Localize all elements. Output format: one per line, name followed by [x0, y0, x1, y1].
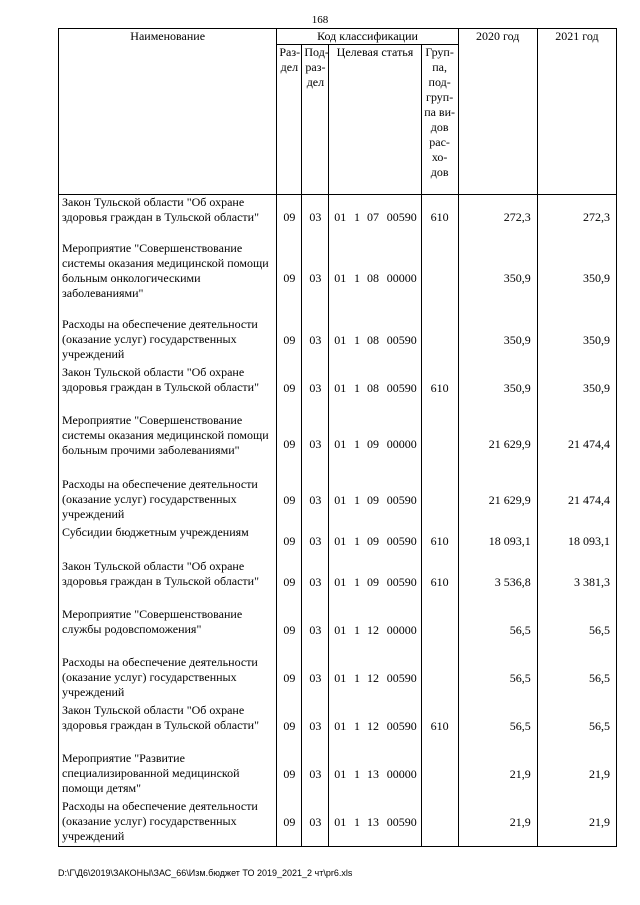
table-header — [59, 29, 617, 195]
row-subsection: 03 — [302, 241, 329, 317]
row-name: Мероприятие "Совершенствование системы оказания медицинской помощи больным онкологическими заболеваниями" — [59, 241, 277, 317]
row-name: Мероприятие "Развитие специализированной медицинской помощи детям" — [59, 751, 277, 799]
table-body — [59, 195, 617, 847]
row-name: Закон Тульской области "Об охране здоровья граждан в Тульской области" — [59, 365, 277, 413]
row-target-event: 13 — [363, 799, 383, 847]
row-subsection: 03 — [302, 195, 329, 241]
row-expense-group — [421, 241, 458, 317]
row-subsection: 03 — [302, 751, 329, 799]
row-target-event: 08 — [366, 271, 379, 285]
row-section: 09 — [277, 703, 302, 751]
row-target-program: 01 — [334, 271, 347, 285]
row-name: Расходы на обеспечение деятельности (оказание услуг) государственных учреждений — [59, 477, 277, 525]
row-target-program: 01 — [334, 575, 347, 589]
row-subsection: 03 — [302, 365, 329, 413]
row-target-subprogram: 1 — [353, 534, 360, 548]
row-section: 09 — [277, 799, 302, 847]
table-row — [59, 525, 617, 559]
row-target-program: 01 — [334, 493, 347, 507]
row-amount-2020: 21 629,9 — [458, 413, 537, 477]
row-expense-group: 610 — [421, 525, 458, 559]
row-subsection: 03 — [302, 607, 329, 655]
row-name: Закон Тульской области "Об охране здоровья граждан в Тульской области" — [59, 195, 277, 241]
row-target-subprogram: 1 — [353, 719, 360, 733]
row-expense-group — [421, 799, 458, 847]
row-target-direction: 00590 — [383, 703, 421, 751]
row-amount-2021: 350,9 — [537, 317, 616, 365]
row-target-subprogram: 1 — [353, 623, 360, 637]
row-expense-group — [421, 477, 458, 525]
row-target-direction: 00590 — [383, 195, 421, 241]
row-target-program: 01 — [334, 437, 347, 451]
row-target-direction: 00590 — [383, 799, 421, 847]
row-target-subprogram: 1 — [353, 381, 360, 395]
row-subsection: 03 — [302, 317, 329, 365]
row-amount-2020: 3 536,8 — [458, 559, 537, 607]
header-name: Наименование — [59, 29, 277, 195]
row-target-direction: 00000 — [383, 241, 421, 317]
row-expense-group: 610 — [421, 559, 458, 607]
row-expense-group — [421, 607, 458, 655]
row-target-direction: 00000 — [383, 751, 421, 799]
row-target-event: 13 — [366, 767, 379, 781]
row-target-program: 01 — [334, 623, 347, 637]
row-amount-2021: 272,3 — [537, 195, 616, 241]
row-target-event: 09 — [366, 437, 379, 451]
row-target-event: 08 — [366, 333, 379, 347]
row-amount-2020: 350,9 — [458, 317, 537, 365]
row-amount-2021: 350,9 — [537, 241, 616, 317]
row-section: 09 — [277, 365, 302, 413]
table-row — [59, 703, 617, 751]
row-name: Мероприятие "Совершенствование системы оказания медицинской помощи больным прочими заболеваниями" — [59, 413, 277, 477]
row-target-event: 12 — [366, 623, 379, 637]
row-target-program: 01 — [334, 210, 347, 225]
row-name: Закон Тульской области "Об охране здоровья граждан в Тульской области" — [59, 703, 277, 751]
header-2021: 2021 год — [537, 29, 616, 195]
row-amount-2020: 56,5 — [458, 607, 537, 655]
row-name: Мероприятие "Совершенствование службы родовспоможения" — [59, 607, 277, 655]
row-name: Субсидии бюджетным учреждениям — [59, 525, 277, 559]
row-target-direction: 00000 — [383, 413, 421, 477]
table-row — [59, 607, 617, 655]
row-expense-group: 610 — [421, 195, 458, 241]
table-row — [59, 751, 617, 799]
row-section: 09 — [277, 477, 302, 525]
row-target-program: 01 — [334, 333, 347, 347]
row-amount-2020: 56,5 — [458, 703, 537, 751]
row-subsection: 03 — [302, 559, 329, 607]
row-amount-2021: 21 474,4 — [537, 477, 616, 525]
row-target-event: 09 — [366, 575, 379, 589]
header-subsection: Под-раз-дел — [302, 45, 329, 195]
row-target-program: 01 — [334, 719, 347, 733]
row-section: 09 — [277, 559, 302, 607]
row-subsection: 03 — [302, 413, 329, 477]
row-amount-2021: 350,9 — [537, 365, 616, 413]
row-amount-2021: 56,5 — [537, 607, 616, 655]
file-path-footer: D:\Г\Д6\2019\ЗАКОНЫ\ЗАС_66\Изм.бюджет ТО 2019_2021_2 чт\pr6.xls — [58, 868, 353, 878]
table-row — [59, 195, 617, 241]
row-target-direction: 00590 — [383, 365, 421, 413]
row-amount-2020: 21,9 — [458, 799, 537, 847]
row-section: 09 — [277, 751, 302, 799]
row-section: 09 — [277, 655, 302, 703]
row-section: 09 — [277, 317, 302, 365]
row-target-subprogram: 1 — [353, 210, 360, 225]
row-subsection: 03 — [302, 799, 329, 847]
row-target-subprogram: 1 — [351, 799, 363, 847]
row-subsection: 03 — [302, 655, 329, 703]
row-section: 09 — [277, 195, 302, 241]
row-target-event: 09 — [366, 493, 379, 507]
table-row — [59, 413, 617, 477]
row-target-subprogram: 1 — [353, 767, 360, 781]
row-target-subprogram: 1 — [353, 671, 360, 685]
row-expense-group — [421, 413, 458, 477]
row-amount-2020: 56,5 — [458, 655, 537, 703]
table-row — [59, 559, 617, 607]
row-target-event: 09 — [366, 534, 379, 548]
row-expense-group — [421, 655, 458, 703]
row-amount-2021: 21,9 — [537, 751, 616, 799]
row-target-subprogram: 1 — [353, 333, 360, 347]
header-group: Груп-па, под-груп-па ви-дов рас-хо-дов — [421, 45, 458, 195]
row-subsection: 03 — [302, 703, 329, 751]
header-target: Целевая статья — [329, 45, 421, 195]
row-section: 09 — [277, 525, 302, 559]
table-row — [59, 241, 617, 317]
row-target-event: 12 — [366, 719, 379, 733]
row-subsection: 03 — [302, 477, 329, 525]
row-name: Расходы на обеспечение деятельности (оказание услуг) государственных учреждений — [59, 655, 277, 703]
row-target-direction: 00590 — [383, 525, 421, 559]
row-expense-group — [421, 751, 458, 799]
row-name: Расходы на обеспечение деятельности (оказание услуг) государственных учреждений — [59, 799, 277, 847]
table-row — [59, 317, 617, 365]
row-target-direction: 00590 — [383, 317, 421, 365]
row-target-subprogram: 1 — [353, 493, 360, 507]
row-amount-2021: 3 381,3 — [537, 559, 616, 607]
row-amount-2020: 21 629,9 — [458, 477, 537, 525]
row-amount-2021: 21,9 — [537, 799, 616, 847]
table-row — [59, 365, 617, 413]
row-name: Расходы на обеспечение деятельности (оказание услуг) государственных учреждений — [59, 317, 277, 365]
header-section: Раз-дел — [277, 45, 302, 195]
row-amount-2021: 21 474,4 — [537, 413, 616, 477]
row-section: 09 — [277, 241, 302, 317]
table-row — [59, 655, 617, 703]
row-expense-group: 610 — [421, 703, 458, 751]
row-amount-2020: 18 093,1 — [458, 525, 537, 559]
row-amount-2020: 272,3 — [458, 195, 537, 241]
row-target-event: 08 — [366, 381, 379, 395]
header-code: Код классификации — [277, 29, 458, 45]
row-target-direction: 00590 — [383, 477, 421, 525]
page-number: 168 — [311, 14, 329, 26]
row-expense-group: 610 — [421, 365, 458, 413]
table-row — [59, 799, 617, 847]
row-target-program: 01 — [334, 767, 347, 781]
row-amount-2021: 18 093,1 — [537, 525, 616, 559]
row-target-event: 12 — [366, 671, 379, 685]
row-target-direction: 00590 — [383, 559, 421, 607]
row-name: Закон Тульской области "Об охране здоровья граждан в Тульской области" — [59, 559, 277, 607]
row-amount-2020: 350,9 — [458, 365, 537, 413]
row-target-program: 01 — [329, 799, 351, 847]
row-amount-2020: 21,9 — [458, 751, 537, 799]
header-2020: 2020 год — [458, 29, 537, 195]
row-section: 09 — [277, 607, 302, 655]
row-target-subprogram: 1 — [353, 437, 360, 451]
row-amount-2021: 56,5 — [537, 703, 616, 751]
row-target-program: 01 — [334, 671, 347, 685]
row-expense-group — [421, 317, 458, 365]
row-target-program: 01 — [334, 534, 347, 548]
row-target-event: 07 — [366, 210, 379, 225]
row-amount-2021: 56,5 — [537, 655, 616, 703]
row-subsection: 03 — [302, 525, 329, 559]
row-target-direction: 00000 — [383, 607, 421, 655]
row-target-subprogram: 1 — [353, 271, 360, 285]
row-target-subprogram: 1 — [353, 575, 360, 589]
row-target-program: 01 — [334, 381, 347, 395]
budget-table — [58, 28, 617, 847]
row-target-direction: 00590 — [383, 655, 421, 703]
row-amount-2020: 350,9 — [458, 241, 537, 317]
row-section: 09 — [277, 413, 302, 477]
table-row — [59, 477, 617, 525]
